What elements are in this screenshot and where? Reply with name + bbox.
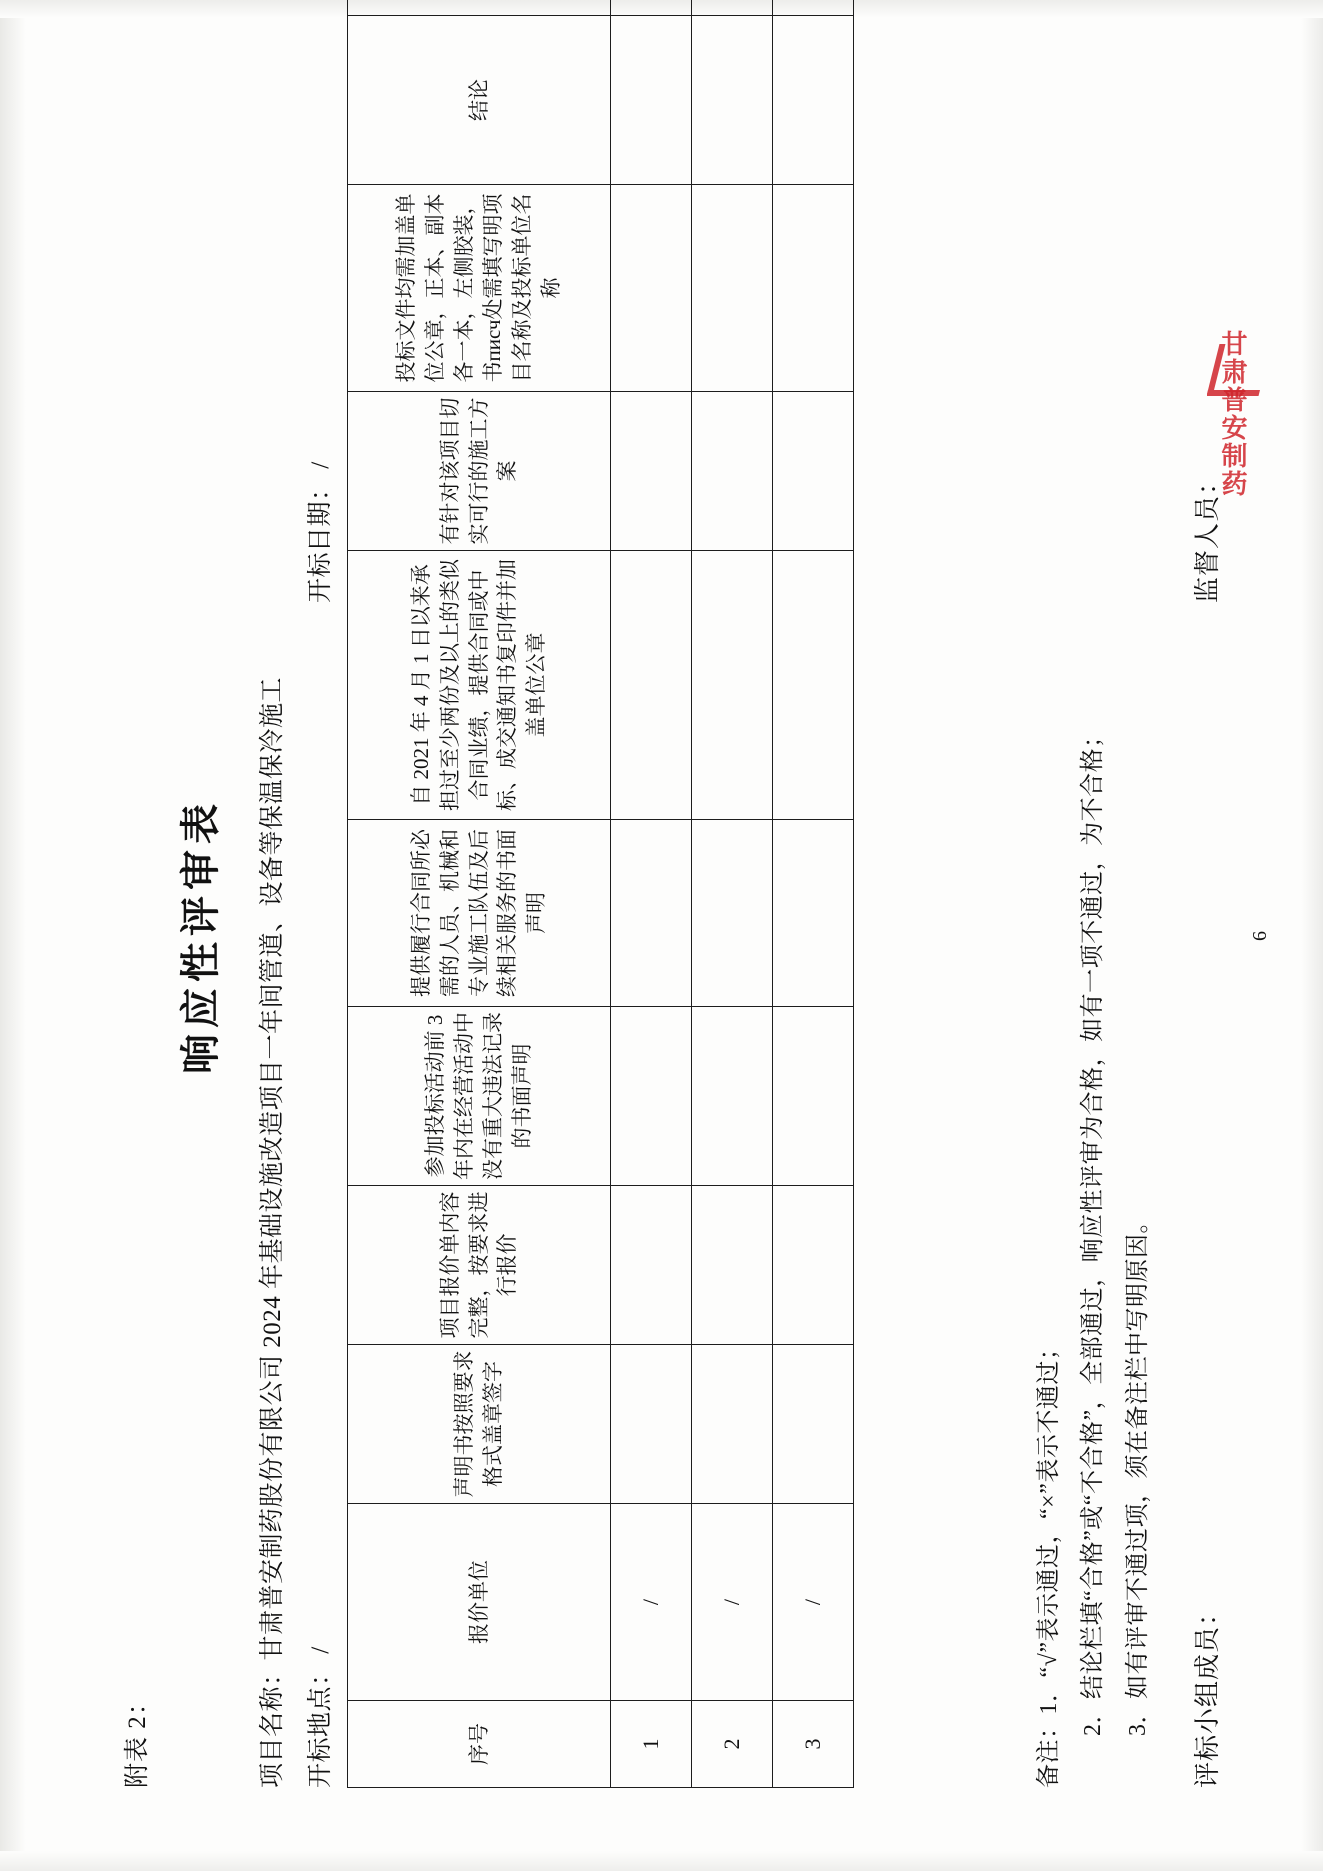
header-cell-remark xyxy=(347,0,610,15)
cell-conclusion[interactable] xyxy=(772,15,853,184)
cell-criteria-3[interactable] xyxy=(772,1006,853,1185)
cell-no: 3 xyxy=(772,1700,853,1787)
header-cell-criteria-1: 声明书按照要求格式盖章签字 xyxy=(347,1344,610,1503)
page-number: 6 xyxy=(1248,930,1271,941)
cell-criteria-7[interactable] xyxy=(772,184,853,391)
cell-criteria-3[interactable] xyxy=(610,1006,691,1185)
cell-criteria-1[interactable] xyxy=(610,1344,691,1503)
cell-conclusion[interactable] xyxy=(610,15,691,184)
cell-criteria-5[interactable] xyxy=(691,550,772,819)
notes-item-3: 3．如有评审不通过项，须在备注栏中写明原因。 xyxy=(1124,1208,1151,1736)
table-row xyxy=(610,0,691,1787)
scan-edge-right xyxy=(1301,0,1323,1871)
cell-criteria-7[interactable] xyxy=(610,184,691,391)
table-header xyxy=(347,0,610,1787)
cell-remark[interactable] xyxy=(772,0,853,15)
header-cell-unit: 报价单位 xyxy=(347,1503,610,1700)
attachment-label: 附表 2： xyxy=(123,1688,151,1788)
table-row xyxy=(772,0,853,1787)
cell-criteria-4[interactable] xyxy=(772,819,853,1006)
scan-edge-bottom xyxy=(0,1851,1323,1871)
cell-criteria-6[interactable] xyxy=(772,391,853,550)
cell-unit[interactable]: / xyxy=(610,1503,691,1700)
cell-no: 2 xyxy=(691,1700,772,1787)
header-cell-criteria-6: 有针对该项目切实可行的施工方案 xyxy=(347,391,610,550)
cell-criteria-4[interactable] xyxy=(610,819,691,1006)
stamp-text: 甘肃普安制药 xyxy=(1218,330,1248,498)
table-body xyxy=(610,0,853,1787)
cell-criteria-5[interactable] xyxy=(610,550,691,819)
header-cell-criteria-2: 项目报价单内容完整，按要求进行报价 xyxy=(347,1185,610,1344)
header-cell-criteria-5: 自 2021 年 4 月 1 日以来承担过至少两份及以上的类似合同业绩，提供合同或中标、成交通知书复印件并加盖单位公章 xyxy=(347,550,610,819)
review-group-signature-label: 评标小组成员： xyxy=(1192,1598,1222,1788)
rotated-document-body xyxy=(47,66,1277,1806)
cell-conclusion[interactable] xyxy=(691,15,772,184)
cell-criteria-2[interactable] xyxy=(772,1185,853,1344)
header-cell-criteria-4: 提供履行合同所必需的人员、机械和专业施工队伍及后续相关服务的书面声明 xyxy=(347,819,610,1006)
header-cell-conclusion: 结论 xyxy=(347,15,610,184)
page-title: 响应性评审表 xyxy=(178,797,223,1074)
scan-edge-left xyxy=(0,0,26,1871)
cell-criteria-4[interactable] xyxy=(691,819,772,1006)
notes-item-1: 1．“√”表示通过，“×”表示不通过； xyxy=(1035,1335,1062,1714)
notes-item-2: 2．结论栏填“合格”或“不合格”，全部通过，响应性评审为合格，如有一项不通过，为不合格； xyxy=(1079,722,1106,1736)
cell-unit[interactable]: / xyxy=(772,1503,853,1700)
cell-criteria-6[interactable] xyxy=(691,391,772,550)
cell-criteria-1[interactable] xyxy=(772,1344,853,1503)
header-cell-criteria-7: 投标文件均需加盖单位公章，正本、副本各一本，左侧胶装，书писч处需填写明项目名称及投标单位名称 xyxy=(347,184,610,391)
cell-remark[interactable] xyxy=(610,0,691,15)
cell-criteria-1[interactable] xyxy=(691,1344,772,1503)
notes-line-1 xyxy=(1027,723,1071,1788)
cell-criteria-6[interactable] xyxy=(610,391,691,550)
cell-no: 1 xyxy=(610,1700,691,1787)
cell-unit[interactable]: / xyxy=(691,1503,772,1700)
cell-criteria-5[interactable] xyxy=(772,550,853,819)
footer-notes xyxy=(1027,723,1160,1788)
header-cell-no: 序号 xyxy=(347,1700,610,1787)
bid-open-place: 开标地点： / xyxy=(306,1645,334,1788)
header-cell-criteria-3: 参加投标活动前 3 年内在经营活动中没有重大违法记录的书面声明 xyxy=(347,1006,610,1185)
table-header-row xyxy=(347,0,610,1787)
project-name-line: 项目名称：甘肃普安制药股份有限公司 2024 年基础设施改造项目一年间管道、设备等保温保冷施工 xyxy=(258,676,286,1788)
cell-criteria-7[interactable] xyxy=(691,184,772,391)
cell-remark[interactable] xyxy=(691,0,772,15)
supervisor-signature-label: 监督人员： xyxy=(1192,467,1222,603)
cell-criteria-2[interactable] xyxy=(610,1185,691,1344)
cell-criteria-3[interactable] xyxy=(691,1006,772,1185)
bid-open-date: 开标日期： / xyxy=(306,460,334,603)
cell-criteria-2[interactable] xyxy=(691,1185,772,1344)
responsiveness-review-table xyxy=(347,0,854,1788)
notes-label: 备注： xyxy=(1035,1714,1062,1788)
table-row xyxy=(691,0,772,1787)
